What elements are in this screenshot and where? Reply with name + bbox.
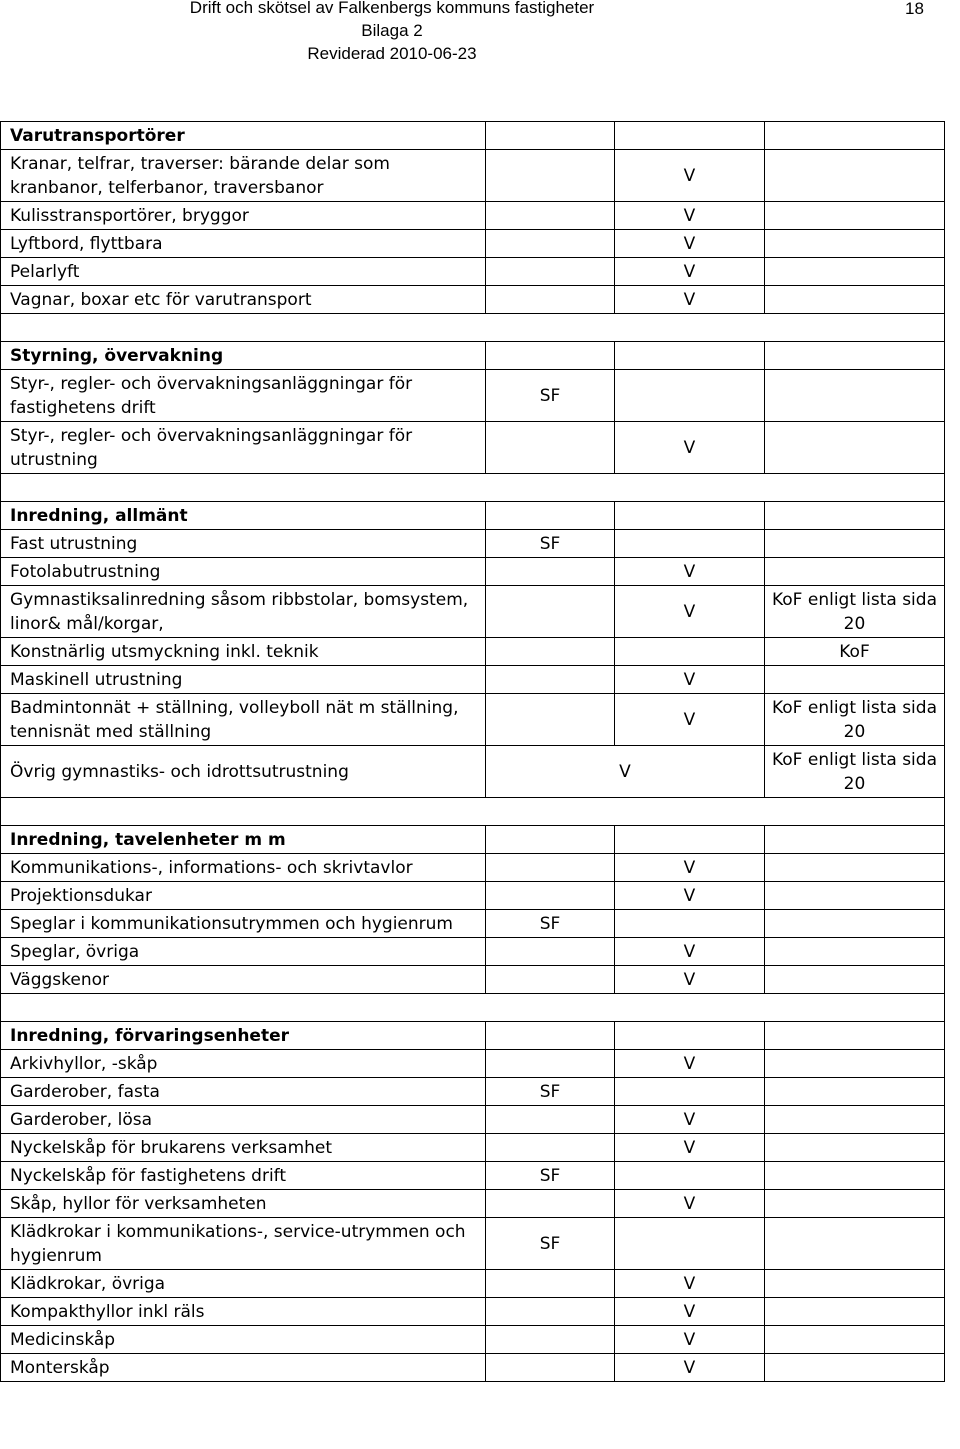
responsibility-sf [486, 638, 615, 666]
responsibility-v: V [615, 694, 765, 746]
table-row [1, 1298, 945, 1326]
empty-cell [615, 122, 765, 150]
section-header-row [1, 342, 945, 370]
row-note [765, 1162, 945, 1190]
table-row [1, 150, 945, 202]
responsibility-sf [486, 938, 615, 966]
responsibility-sf [486, 422, 615, 474]
row-label: Lyftbord, flyttbara [1, 230, 486, 258]
empty-cell [765, 342, 945, 370]
row-label: Speglar i kommunikationsutrymmen och hygienrum [1, 910, 486, 938]
responsibility-v: V [615, 150, 765, 202]
row-note: KoF enligt lista sida 20 [765, 694, 945, 746]
spacer-cell [1, 798, 945, 826]
table-row [1, 1218, 945, 1270]
maintenance-responsibility-table [0, 121, 945, 1382]
row-label: Styr-, regler- och övervakningsanläggningar för utrustning [1, 422, 486, 474]
row-label: Badmintonnät + ställning, volleyboll nät m ställning, tennisnät med ställning [1, 694, 486, 746]
table-row [1, 286, 945, 314]
row-label: Projektionsdukar [1, 882, 486, 910]
row-label: Klädkrokar i kommunikations-, service-utrymmen och hygienrum [1, 1218, 486, 1270]
responsibility-sf: SF [486, 1162, 615, 1190]
row-label: Vagnar, boxar etc för varutransport [1, 286, 486, 314]
page-number: 18 [905, 0, 924, 18]
row-note [765, 230, 945, 258]
table-row [1, 666, 945, 694]
empty-cell [486, 342, 615, 370]
table-row [1, 258, 945, 286]
responsibility-v: V [615, 202, 765, 230]
row-note [765, 1134, 945, 1162]
spacer-cell [1, 994, 945, 1022]
responsibility-v: V [615, 882, 765, 910]
table-row [1, 638, 945, 666]
row-label: Konstnärlig utsmyckning inkl. teknik [1, 638, 486, 666]
row-note [765, 1298, 945, 1326]
responsibility-sf [486, 558, 615, 586]
table-row [1, 1270, 945, 1298]
responsibility-v: V [486, 746, 765, 798]
row-label: Nyckelskåp för fastighetens drift [1, 1162, 486, 1190]
responsibility-sf [486, 882, 615, 910]
table-row [1, 1078, 945, 1106]
row-note [765, 882, 945, 910]
table-row [1, 854, 945, 882]
table-row [1, 1354, 945, 1382]
row-label: Medicinskåp [1, 1326, 486, 1354]
page-header [0, 0, 960, 80]
empty-cell [615, 342, 765, 370]
table-row [1, 558, 945, 586]
responsibility-v [615, 638, 765, 666]
responsibility-v: V [615, 1354, 765, 1382]
row-note: KoF enligt lista sida 20 [765, 746, 945, 798]
row-label: Speglar, övriga [1, 938, 486, 966]
responsibility-v: V [615, 286, 765, 314]
table-row [1, 1106, 945, 1134]
table-row [1, 938, 945, 966]
responsibility-v: V [615, 1134, 765, 1162]
responsibility-v [615, 1218, 765, 1270]
responsibility-v: V [615, 854, 765, 882]
responsibility-v: V [615, 1270, 765, 1298]
responsibility-sf [486, 258, 615, 286]
responsibility-v: V [615, 1106, 765, 1134]
responsibility-sf [486, 854, 615, 882]
responsibility-v [615, 910, 765, 938]
responsibility-sf [486, 1134, 615, 1162]
empty-cell [765, 1022, 945, 1050]
table-row [1, 882, 945, 910]
row-note [765, 1354, 945, 1382]
responsibility-v: V [615, 1190, 765, 1218]
responsibility-sf: SF [486, 1218, 615, 1270]
appendix-label: Bilaga 2 [361, 21, 423, 40]
responsibility-sf [486, 202, 615, 230]
responsibility-sf [486, 966, 615, 994]
section-header-row [1, 502, 945, 530]
responsibility-sf [486, 1050, 615, 1078]
row-label: Garderober, lösa [1, 1106, 486, 1134]
table-row [1, 966, 945, 994]
section-title: Styrning, övervakning [1, 342, 486, 370]
row-label: Kompakthyllor inkl räls [1, 1298, 486, 1326]
table-row [1, 1050, 945, 1078]
section-spacer-row [1, 994, 945, 1022]
table-row [1, 370, 945, 422]
row-note [765, 530, 945, 558]
section-spacer-row [1, 474, 945, 502]
row-label: Fast utrustning [1, 530, 486, 558]
table-row [1, 1326, 945, 1354]
responsibility-sf [486, 586, 615, 638]
empty-cell [486, 826, 615, 854]
responsibility-v: V [615, 1298, 765, 1326]
row-note [765, 558, 945, 586]
row-label: Skåp, hyllor för verksamheten [1, 1190, 486, 1218]
row-label: Monterskåp [1, 1354, 486, 1382]
row-note [765, 1190, 945, 1218]
row-note [765, 938, 945, 966]
spacer-cell [1, 314, 945, 342]
responsibility-sf [486, 286, 615, 314]
row-label: Garderober, fasta [1, 1078, 486, 1106]
responsibility-v: V [615, 258, 765, 286]
row-note [765, 1326, 945, 1354]
table-row [1, 746, 945, 798]
row-label: Nyckelskåp för brukarens verksamhet [1, 1134, 486, 1162]
revision-date: Reviderad 2010-06-23 [307, 44, 477, 63]
row-note [765, 1270, 945, 1298]
responsibility-v [615, 370, 765, 422]
section-title: Inredning, allmänt [1, 502, 486, 530]
section-title: Inredning, förvaringsenheter [1, 1022, 486, 1050]
responsibility-sf [486, 694, 615, 746]
responsibility-v [615, 1078, 765, 1106]
section-header-row [1, 826, 945, 854]
responsibility-sf: SF [486, 370, 615, 422]
responsibility-sf [486, 1190, 615, 1218]
responsibility-sf: SF [486, 910, 615, 938]
empty-cell [486, 122, 615, 150]
responsibility-v [615, 530, 765, 558]
responsibility-sf [486, 1354, 615, 1382]
row-label: Väggskenor [1, 966, 486, 994]
empty-cell [615, 1022, 765, 1050]
row-note [765, 150, 945, 202]
row-note [765, 422, 945, 474]
responsibility-v: V [615, 966, 765, 994]
responsibility-v: V [615, 230, 765, 258]
empty-cell [765, 122, 945, 150]
table-row [1, 202, 945, 230]
section-header-row [1, 1022, 945, 1050]
empty-cell [615, 826, 765, 854]
row-note [765, 854, 945, 882]
responsibility-sf [486, 230, 615, 258]
responsibility-v: V [615, 558, 765, 586]
responsibility-sf [486, 150, 615, 202]
row-label: Arkivhyllor, -skåp [1, 1050, 486, 1078]
empty-cell [765, 502, 945, 530]
empty-cell [765, 826, 945, 854]
row-note [765, 666, 945, 694]
responsibility-sf [486, 666, 615, 694]
responsibility-sf: SF [486, 530, 615, 558]
table-row [1, 1190, 945, 1218]
empty-cell [486, 1022, 615, 1050]
row-label: Maskinell utrustning [1, 666, 486, 694]
row-note [765, 1050, 945, 1078]
row-label: Pelarlyft [1, 258, 486, 286]
responsibility-v: V [615, 1326, 765, 1354]
section-spacer-row [1, 314, 945, 342]
table-row [1, 1134, 945, 1162]
section-header-row [1, 122, 945, 150]
table-row [1, 530, 945, 558]
row-label: Kommunikations-, informations- och skrivtavlor [1, 854, 486, 882]
row-note [765, 1078, 945, 1106]
responsibility-sf [486, 1298, 615, 1326]
responsibility-sf [486, 1326, 615, 1354]
empty-cell [615, 502, 765, 530]
row-note: KoF enligt lista sida 20 [765, 586, 945, 638]
row-label: Övrig gymnastiks- och idrottsutrustning [1, 746, 486, 798]
responsibility-sf: SF [486, 1078, 615, 1106]
responsibility-sf [486, 1270, 615, 1298]
table-row [1, 1162, 945, 1190]
empty-cell [486, 502, 615, 530]
section-title: Inredning, tavelenheter m m [1, 826, 486, 854]
row-note [765, 258, 945, 286]
row-note [765, 286, 945, 314]
section-title: Varutransportörer [1, 122, 486, 150]
responsibility-v: V [615, 938, 765, 966]
table-row [1, 422, 945, 474]
row-note [765, 202, 945, 230]
table-row [1, 230, 945, 258]
responsibility-v: V [615, 1050, 765, 1078]
row-label: Kranar, telfrar, traverser: bärande delar som kranbanor, telferbanor, traversbanor [1, 150, 486, 202]
row-note [765, 1218, 945, 1270]
row-label: Fotolabutrustning [1, 558, 486, 586]
row-note: KoF [765, 638, 945, 666]
table-row [1, 694, 945, 746]
row-note [765, 910, 945, 938]
responsibility-v: V [615, 666, 765, 694]
section-spacer-row [1, 798, 945, 826]
document-title: Drift och skötsel av Falkenbergs kommuns fastigheter [189, 0, 595, 17]
row-note [765, 370, 945, 422]
table-row [1, 910, 945, 938]
row-label: Gymnastiksalinredning såsom ribbstolar, bomsystem, linor& mål/korgar, [1, 586, 486, 638]
table-row [1, 586, 945, 638]
spacer-cell [1, 474, 945, 502]
responsibility-v: V [615, 586, 765, 638]
row-label: Kulisstransportörer, bryggor [1, 202, 486, 230]
row-note [765, 1106, 945, 1134]
row-note [765, 966, 945, 994]
responsibility-v: V [615, 422, 765, 474]
responsibility-v [615, 1162, 765, 1190]
row-label: Klädkrokar, övriga [1, 1270, 486, 1298]
row-label: Styr-, regler- och övervakningsanläggningar för fastighetens drift [1, 370, 486, 422]
responsibility-sf [486, 1106, 615, 1134]
